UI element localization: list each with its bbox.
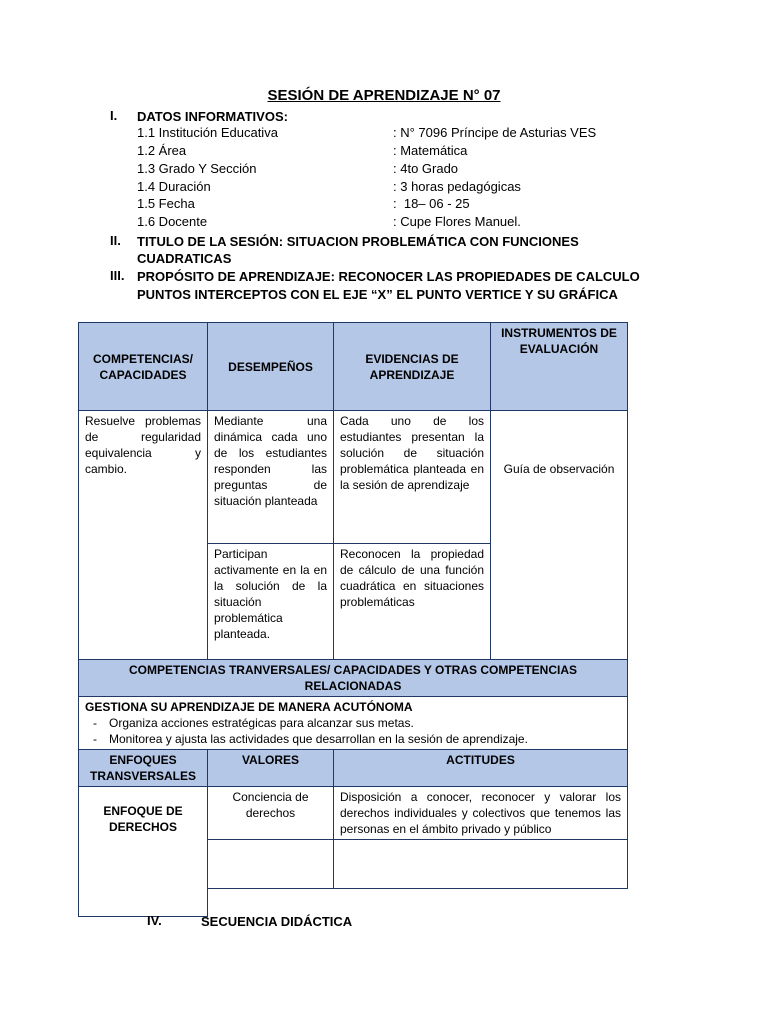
gestiona-item: - Organiza acciones estratégicas para alcanzar sus metas. — [109, 715, 621, 731]
header-instrumentos: INSTRUMENTOS DE EVALUACIÓN — [491, 323, 628, 411]
gestiona-cell — [79, 697, 628, 750]
section-1-number: I. — [110, 108, 118, 123]
info-label-institucion: 1.1 Institución Educativa — [137, 125, 278, 140]
desempeno-2-cell: Participan activamente en la en la solución de la situación problemática planteada. — [208, 544, 334, 660]
valores-header: VALORES — [208, 750, 334, 787]
evidencia-1-cell: Cada uno de los estudiantes presentan la solución de situación problemática planteada en la sesión de aprendizaje — [334, 411, 491, 544]
info-value-grado: : 4to Grado — [393, 161, 459, 176]
info-value-fecha: : 18– 06 - 25 — [393, 196, 470, 211]
info-label-duracion: 1.4 Duración — [137, 179, 211, 194]
transversales-header: COMPETENCIAS TRANVERSALES/ CAPACIDADES Y OTRAS COMPETENCIAS RELACIONADAS — [79, 660, 628, 697]
header-desempenos: DESEMPEÑOS — [208, 323, 334, 411]
gestiona-title: GESTIONA SU APRENDIZAJE DE MANERA ACUTÓNOMA — [85, 700, 413, 714]
page-title: SESIÓN DE APRENDIZAJE N° 07 — [267, 87, 501, 104]
section-4-number: IV. — [147, 913, 162, 928]
info-value-docente: : Cupe Flores Manuel. — [393, 214, 521, 229]
enfoques-header: ENFOQUES TRANSVERSALES — [79, 750, 208, 787]
valor-empty-cell — [208, 840, 334, 889]
header-evidencias: EVIDENCIAS DE APRENDIZAJE — [334, 323, 491, 411]
actitud-empty-cell — [334, 840, 628, 889]
desempeno-1-cell: Mediante una dinámica cada uno de los estudiantes responden las preguntas de situación planteada — [208, 411, 334, 544]
gestiona-list — [85, 715, 621, 747]
section-2-line1: TITULO DE LA SESIÓN: SITUACION PROBLEMÁTICA CON FUNCIONES — [137, 234, 579, 249]
info-label-fecha: 1.5 Fecha — [137, 196, 195, 211]
info-value-duracion: : 3 horas pedagógicas — [393, 179, 521, 194]
section-3-line2: PUNTOS INTERCEPTOS CON EL EJE “X” EL PUNTO VERTICE Y SU GRÁFICA — [137, 287, 618, 302]
header-competencias: COMPETENCIAS/ CAPACIDADES — [79, 323, 208, 411]
section-2-number: II. — [110, 233, 121, 248]
instrumento-cell: Guía de observación — [491, 411, 628, 660]
info-value-area: : Matemática — [393, 143, 468, 158]
section-1-heading: DATOS INFORMATIVOS: — [137, 109, 288, 124]
section-3-line1: PROPÓSITO DE APRENDIZAJE: RECONOCER LAS PROPIEDADES DE CALCULO — [137, 269, 640, 284]
section-4-heading: SECUENCIA DIDÁCTICA — [201, 914, 353, 929]
section-2-line2: CUADRATICAS — [137, 251, 232, 266]
actitudes-header: ACTITUDES — [334, 750, 628, 787]
session-table — [78, 322, 628, 917]
gestiona-item: - Monitorea y ajusta las actividades que desarrollan en la sesión de aprendizaje. — [109, 731, 621, 747]
info-value-institucion: : N° 7096 Príncipe de Asturias VES — [393, 125, 597, 140]
enfoque-cell: ENFOQUE DE DERECHOS — [79, 787, 208, 917]
valor-cell: Conciencia de derechos — [208, 787, 334, 840]
competencia-cell: Resuelve problemas de regularidad equivalencia y cambio. — [79, 411, 208, 660]
info-label-grado: 1.3 Grado Y Sección — [137, 161, 257, 176]
evidencia-2-cell: Reconocen la propiedad de cálculo de una función cuadrática en situaciones problemáticas — [334, 544, 491, 660]
info-label-area: 1.2 Área — [137, 143, 187, 158]
section-3-number: III. — [110, 268, 125, 283]
info-label-docente: 1.6 Docente — [137, 214, 208, 229]
actitud-cell: Disposición a conocer, reconocer y valorar los derechos individuales y colectivos que tenemos las personas en el ámbito privado y público — [334, 787, 628, 840]
